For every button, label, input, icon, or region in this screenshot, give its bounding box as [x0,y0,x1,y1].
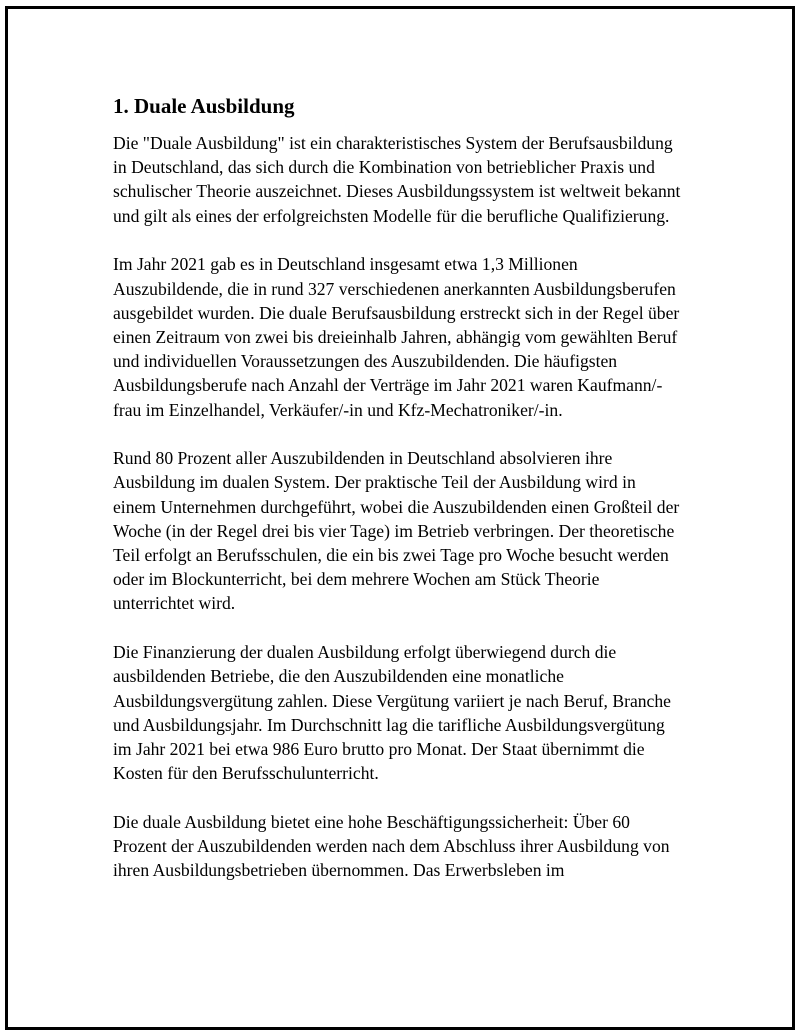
paragraph-structure: Rund 80 Prozent aller Auszubildenden in Deutschland absolvieren ihre Ausbildung im dualen System. Der praktische Teil der Ausbildung wird in einem Unternehmen durchgeführt, wobei die Auszubildenden einen Großteil der Woche (in der Regel drei bis vier Tage) im Betrieb verbringen. Der theoretische Teil erfolgt an Berufsschulen, die ein bis zwei Tage pro Woche besucht werden oder im Blockunterricht, bei dem mehrere Wochen am Stück Theorie unterrichtet wird. [113,448,680,614]
paragraph-financing: Die Finanzierung der dualen Ausbildung erfolgt überwiegend durch die ausbildenden Betriebe, die den Auszubildenden eine monatliche Ausbildungsvergütung zahlen. Diese Vergütung variiert je nach Beruf, Branche und Ausbildungsjahr. Im Durchschnitt lag die tarifliche Ausbildungsvergütung im Jahr 2021 bei etwa 986 Euro brutto pro Monat. Der Staat übernimmt die Kosten für den Berufsschulunterricht. [113,642,671,784]
section-heading: 1. Duale Ausbildung [113,94,295,118]
document-body [113,92,683,907]
paragraph-employment: Die duale Ausbildung bietet eine hohe Beschäftigungssicherheit: Über 60 Prozent der Auszubildenden werden nach dem Abschluss ihrer Ausbildung von ihren Ausbildungsbetrieben übernommen. Das Erwerbsleben im [113,811,670,881]
paragraph-statistics: Im Jahr 2021 gab es in Deutschland insgesamt etwa 1,3 Millionen Auszubildende, die in rund 327 verschiedenen anerkannten Ausbildungsberufen ausgebildet wurden. Die duale Berufsausbildung erstreckt sich in der Regel über einen Zeitraum von zwei bis dreieinhalb Jahren, abhängig vom gewählten Beruf und individuellen Voraussetzungen des Auszubildenden. Die häufigsten Ausbildungsberufe nach Anzahl der Verträge im Jahr 2021 waren Kaufmann/-frau im Einzelhandel, Verkäufer/-in und Kfz-Mechatroniker/-in. [113,254,680,420]
paragraph-intro: Die "Duale Ausbildung" ist ein charakteristisches System der Berufsausbildung in Deutschland, das sich durch die Kombination von betrieblicher Praxis und schulischer Theorie auszeichnet. Dieses Ausbildungssystem ist weltweit bekannt und gilt als eines der erfolgreichsten Modelle für die berufliche Qualifizierung. [113,133,681,226]
